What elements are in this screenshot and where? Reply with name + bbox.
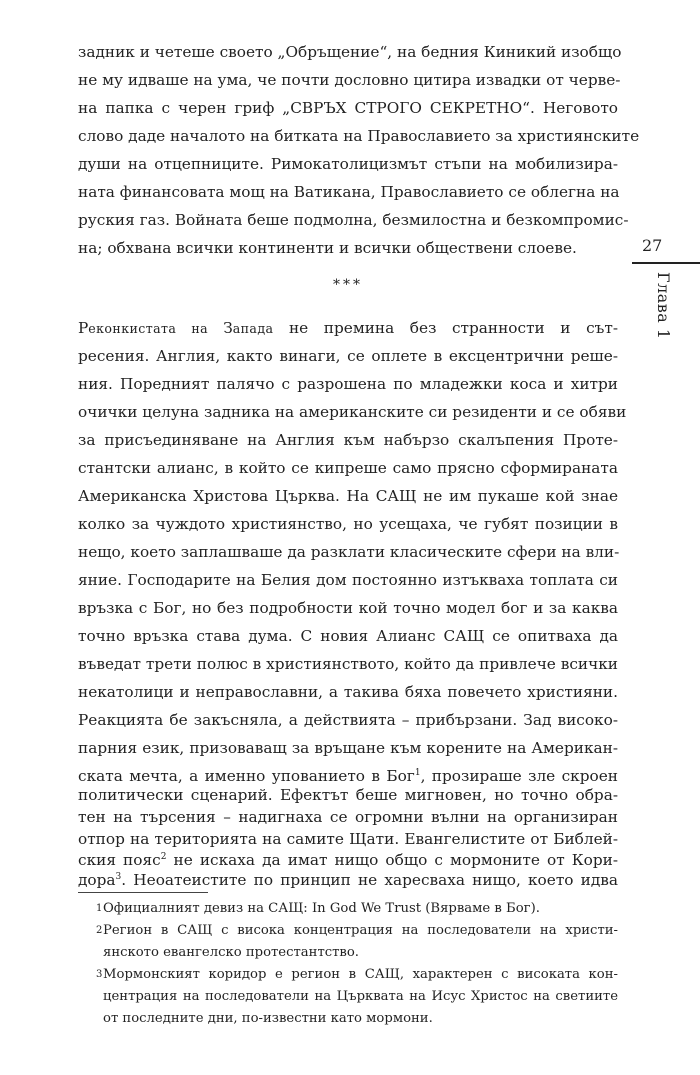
small-caps-initial: Р bbox=[78, 319, 89, 337]
text-line: ресения. Англия, както винаги, се оплете в ексцентрични реше- bbox=[78, 347, 618, 365]
text-span: ската мечта, а именно упованието в Бог bbox=[78, 767, 415, 785]
footnote-number: 2 bbox=[96, 925, 103, 936]
footnote-line: Официалният девиз на САЩ: In God We Trust (Вярваме в Бог). bbox=[103, 901, 540, 916]
text-line: задник и четеше своето „Обръщение“, на бедния Киникий изобщо bbox=[78, 43, 622, 61]
text-line: не му идваше на ума, че почти дословно цитира извадки от черве- bbox=[78, 71, 621, 89]
footnote-line: янското евангелско протестантство. bbox=[103, 945, 359, 960]
text-span: ския пояс bbox=[78, 851, 161, 869]
text-line: политически сценарий. Ефектът беше мигновен, но точно обра- bbox=[78, 786, 618, 804]
text-line: некатолици и неправославни, а такива бяха повечето християни. bbox=[78, 683, 618, 701]
text-line: отпор на територията на самите Щати. Евангелистите от Библей- bbox=[78, 830, 618, 848]
small-caps-text: еконкистата на bbox=[88, 321, 224, 336]
text-line: ната финансовата мощ на Ватикана, Православието се облегна на bbox=[78, 183, 620, 201]
footnote-ref[interactable]: 1 bbox=[414, 767, 421, 778]
text-line: слово даде началото на битката на Православието за християнските bbox=[78, 127, 640, 145]
footnote-line: центрация на последователи на Църквата на Исус Христос на светиите bbox=[103, 989, 618, 1004]
footnote-line: Регион в САЩ с висока концентрация на последователи на христи- bbox=[103, 923, 618, 938]
text-span: не искаха да имат нищо общо с мормоните от Кори- bbox=[166, 851, 618, 869]
text-span: , прозираше зле скроен bbox=[420, 767, 618, 785]
footnote-number: 1 bbox=[96, 903, 103, 914]
text-line: колко за чуждото християнство, но усещаха, че губят позиции в bbox=[78, 515, 618, 533]
text-span: дора bbox=[78, 871, 116, 889]
side-rule bbox=[632, 262, 700, 264]
text-line: нещо, което заплашваше да разклати класическите сфери на вли- bbox=[78, 543, 620, 561]
footnote-ref[interactable]: 3 bbox=[115, 871, 122, 882]
text-line: руския газ. Войната беше подмолна, безмилостна и безкомпромис- bbox=[78, 211, 629, 229]
section-separator: *** bbox=[333, 277, 363, 293]
text-line: на; обхвана всички континенти и всички обществени слоеве. bbox=[78, 239, 577, 257]
small-caps-text: апада bbox=[232, 321, 274, 336]
text-line: души на отцепниците. Римокатолицизмът стъпи на мобилизира- bbox=[78, 155, 618, 173]
footnote-rule bbox=[78, 892, 208, 893]
text-line: парния език, призоваващ за връщане към корените на Американ- bbox=[78, 739, 618, 757]
small-caps-initial: З bbox=[223, 319, 233, 337]
text-span: . Неоатеистите по принцип не харесваха нищо, което идва bbox=[121, 871, 618, 889]
text-line: въведат трети полюс в християнството, който да привлече всички bbox=[78, 655, 618, 673]
footnote-line: от последните дни, по-известни като мормони. bbox=[103, 1011, 433, 1026]
text-line bbox=[78, 870, 618, 890]
section-lead-line bbox=[78, 314, 618, 342]
text-line: стантски алианс, в който се кипреше само прясно сформираната bbox=[78, 459, 618, 477]
text-line: очички целуна задника на американските си резиденти и се обяви bbox=[78, 403, 627, 421]
text-line: Реакцията бе закъсняла, а действията – прибързани. Зад високо- bbox=[78, 711, 618, 729]
text-line: връзка с Бог, но без подробности кой точно модел бог и за каква bbox=[78, 599, 618, 617]
footnote-ref[interactable]: 2 bbox=[160, 851, 167, 862]
lead-rest: не премина без странности и сът- bbox=[273, 319, 618, 337]
text-line: яние. Господарите на Белия дом постоянно изтъкваха топлата си bbox=[78, 571, 618, 589]
footnote-line: Мормонският коридор е регион в САЩ, характерен с високата кон- bbox=[103, 967, 618, 982]
footnote-number: 3 bbox=[96, 969, 103, 980]
text-line: на папка с черен гриф „СВРЪХ СТРОГО СЕКРЕТНО“. Неговото bbox=[78, 99, 618, 117]
page-number: 27 bbox=[642, 236, 663, 255]
text-line: Американска Христова Църква. На САЩ не им пукаше кой знае bbox=[78, 487, 618, 505]
text-line: тен на търсения – надигнаха се огромни вълни на организиран bbox=[78, 808, 618, 826]
text-line: ния. Поредният палячо с разрошена по младежки коса и хитри bbox=[78, 375, 618, 393]
text-line: за присъединяване на Англия към набързо скалъпения Проте- bbox=[78, 431, 618, 449]
chapter-label: Глава 1 bbox=[654, 272, 673, 340]
text-line bbox=[78, 850, 618, 870]
text-line: точно връзка става дума. С новия Алианс САЩ се опитваха да bbox=[78, 627, 618, 645]
